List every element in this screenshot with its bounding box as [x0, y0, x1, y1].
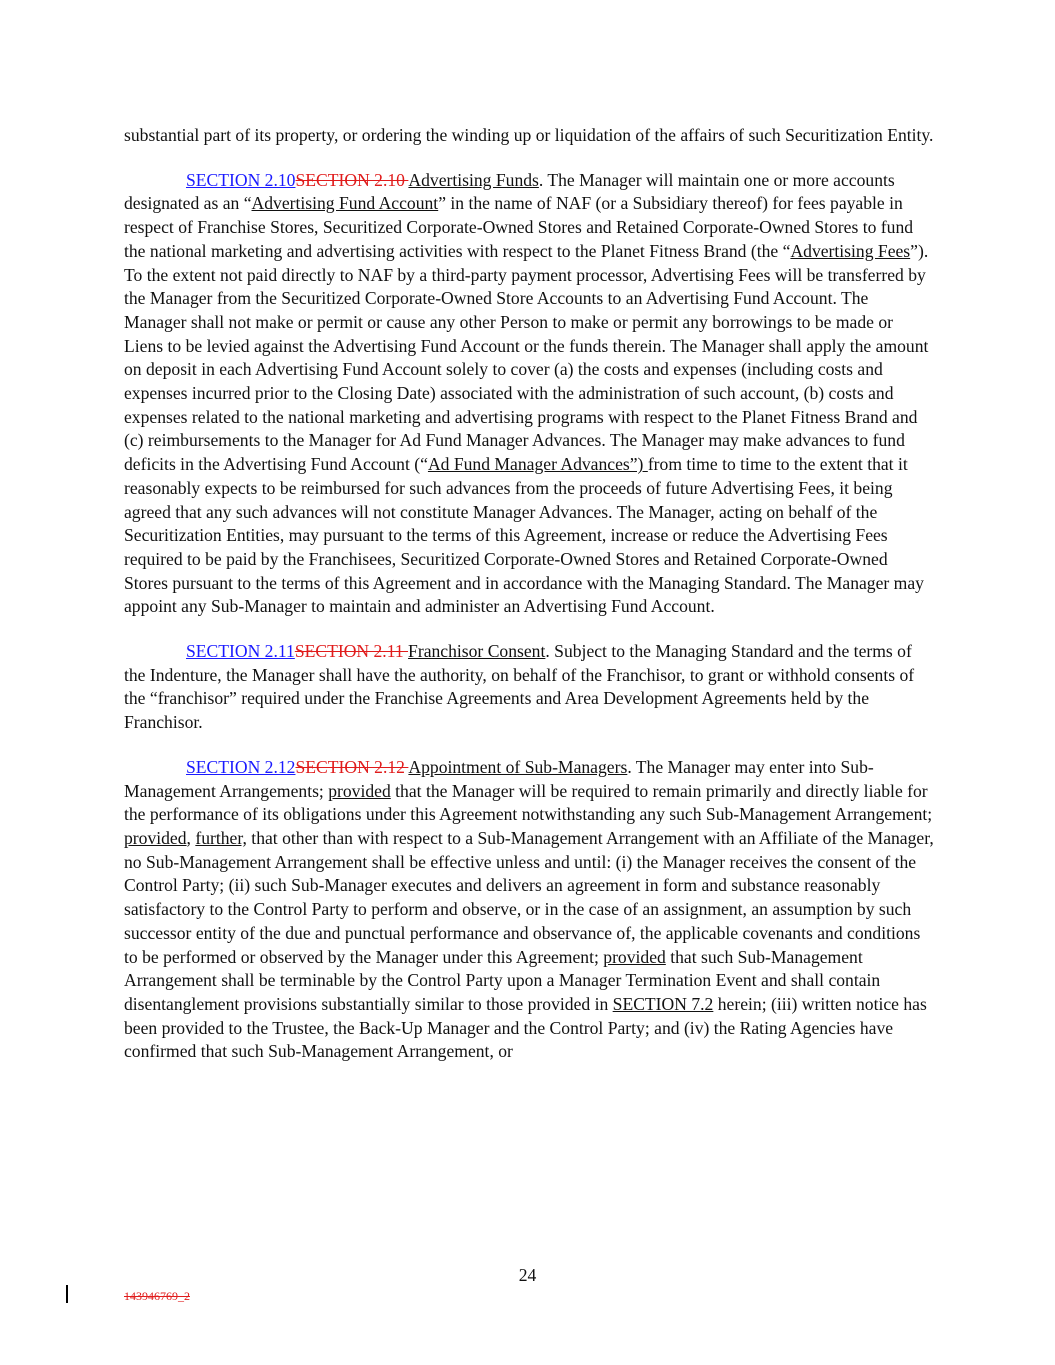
provided-term-1: provided: [328, 780, 391, 801]
section-2-12-text-3: ,: [186, 827, 196, 848]
provided-term-3: provided: [603, 946, 666, 967]
section-2-12-text-2: that the Manager will be required to remain primarily and directly liable for the performance of its obligations under this Agreement notwithstanding any such Sub-Management Arrangement;: [124, 780, 933, 825]
section-2-10-heading: Advertising Funds: [408, 169, 539, 190]
section-2-11-heading: Franchisor Consent: [408, 641, 546, 662]
defined-term-advertising-fees: Advertising Fees: [790, 240, 911, 261]
continuation-paragraph: substantial part of its property, or ordering the winding up or liquidation of the affairs of such Securitization Entity.: [124, 125, 934, 145]
change-bar: [66, 1285, 68, 1303]
section-2-12-text-1: . The Manager may enter into Sub-Management Arrangements;: [124, 756, 874, 801]
section-2-11-deleted-text: SECTION 2.11: [294, 641, 409, 662]
section-2-11-text-1: . Subject to the Managing Standard and the terms of the Indenture, the Manager shall have the authority, on behalf of the Franchisor, to grant or withhold consents of the “franchisor” required under the Franchise Agreements and Area Development Agreements held by the Franchisor.: [124, 641, 915, 733]
section-2-10-inserted-link[interactable]: SECTION 2.10: [186, 169, 296, 190]
section-2-12-deleted-text: SECTION 2.12: [295, 756, 409, 777]
section-2-10-paragraph: [124, 169, 934, 619]
section-2-12-text-4: that other than with respect to a Sub-Management Arrangement with an Affiliate of the Manager, no Sub-Management Arrangement shall be effective unless and until: (i) the Manager receives the consent of the Control Party; (ii) such Sub-Manager executes and delivers an agreement in form and substance reasonably satisfactory to the Control Party to perform and observe, or in the case of an assignment, an assumption by such successor entity of the due and punctual performance and observance of, the applicable covenants and conditions to be performed or observed by the Manager under this Agreement;: [124, 827, 934, 967]
provided-term-2: provided: [124, 827, 187, 848]
section-2-10-deleted-text: SECTION 2.10: [295, 169, 409, 190]
further-term: further,: [195, 827, 247, 848]
page-number: 24: [518, 1265, 537, 1285]
document-id: 143946769_2: [124, 1289, 190, 1303]
section-2-12-text-5: that such Sub-Management Arrangement shall be terminable by the Control Party upon a Manager Termination Event and shall contain disentanglement provisions substantially similar to those provided in: [124, 946, 881, 1014]
section-2-10-text-1: . The Manager will maintain one or more accounts designated as an “: [124, 169, 895, 214]
section-7-2-reference: SECTION 7.2: [612, 993, 714, 1014]
section-2-11-paragraph: [124, 640, 934, 735]
document-body: [124, 124, 934, 1085]
section-2-12-text-6: herein; (iii) written notice has been provided to the Trustee, the Back-Up Manager and the Control Party; and (iv) the Rating Agencies have confirmed that such Sub-Management Arrangement, or: [124, 993, 927, 1062]
section-2-12-paragraph: [124, 756, 934, 1064]
section-2-10-text-4: from time to time to the extent that it reasonably expects to be reimbursed for such advances from the proceeds of future Advertising Fees, it being agreed that any such advances will not constitute Manager Advances. The Manager, acting on behalf of the Securitization Entities, may pursuant to the terms of this Agreement, increase or reduce the Advertising Fees required to be paid by the Franchisees, Securitized Corporate-Owned Stores and Retained Corporate-Owned Stores pursuant to the terms of this Agreement and in accordance with the Managing Standard. The Manager may appoint any Sub-Manager to maintain and administer an Advertising Fund Account.: [124, 454, 924, 617]
defined-term-advertising-fund-account: Advertising Fund Account: [251, 193, 439, 214]
section-2-11-inserted-link[interactable]: SECTION 2.11: [186, 641, 295, 662]
section-2-12-heading: Appointment of Sub-Managers: [408, 756, 628, 777]
defined-term-ad-fund-manager-advances: Ad Fund Manager Advances”): [427, 454, 648, 475]
section-2-12-inserted-link[interactable]: SECTION 2.12: [186, 756, 296, 777]
section-2-10-text-2: ” in the name of NAF (or a Subsidiary thereof) for fees payable in respect of Franchise Stores, Securitized Corporate-Owned Stores and Retained Corporate-Owned Stores to fund the national marketing and advertising activities with respect to the Planet Fitness Brand (the “: [124, 193, 914, 261]
section-2-10-text-3: ”). To the extent not paid directly to NAF by a third-party payment processor, Advertising Fees will be transferred by the Manager from the Securitized Corporate-Owned Store Accounts to an Advertising Fund Account. The Manager shall not make or permit or cause any other Person to make or permit any borrowings to be made or Liens to be levied against the Advertising Fund Account or the funds therein. The Manager shall apply the amount on deposit in each Advertising Fund Account solely to cover (a) the costs and expenses (including costs and expenses incurred prior to the Closing Date) associated with the administration of such account, (b) costs and expenses related to the national marketing and advertising programs with respect to the Planet Fitness Brand and (c) reimbursements to the Manager for Ad Fund Manager Advances. The Manager may make advances to fund deficits in the Advertising Fund Account (“: [124, 240, 929, 475]
